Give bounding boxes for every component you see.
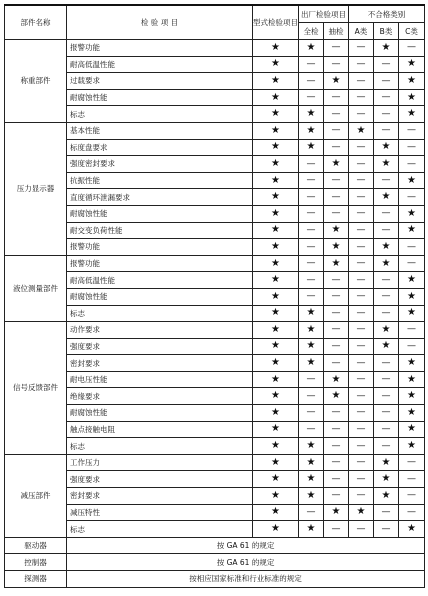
test-item-cell: 绝缘要求 xyxy=(67,388,253,405)
dash-mark-cell: — xyxy=(324,272,349,289)
table-row xyxy=(5,355,425,372)
dash-mark-cell: — xyxy=(324,56,349,73)
star-mark-cell: ★ xyxy=(253,189,299,206)
dash-mark-cell: — xyxy=(299,89,324,106)
dash-mark-cell: — xyxy=(374,288,399,305)
star-mark-cell: ★ xyxy=(324,388,349,405)
dash-mark-cell: — xyxy=(374,504,399,521)
dash-mark-cell: — xyxy=(349,322,374,339)
dash-mark-cell: — xyxy=(324,172,349,189)
table-row xyxy=(5,322,425,339)
dash-mark-cell: — xyxy=(324,305,349,322)
star-mark-cell: ★ xyxy=(253,172,299,189)
star-mark-cell: ★ xyxy=(374,454,399,471)
dash-mark-cell: — xyxy=(374,421,399,438)
star-mark-cell: ★ xyxy=(253,305,299,322)
dash-mark-cell: — xyxy=(349,156,374,173)
star-mark-cell: ★ xyxy=(299,338,324,355)
header-sample-test: 抽检 xyxy=(324,23,349,40)
dash-mark-cell: — xyxy=(349,222,374,239)
star-mark-cell: ★ xyxy=(253,272,299,289)
part-name-cell: 信号反馈部件 xyxy=(5,322,67,455)
dash-mark-cell: — xyxy=(299,388,324,405)
star-mark-cell: ★ xyxy=(399,371,425,388)
dash-mark-cell: — xyxy=(299,288,324,305)
test-item-cell: 耐腐蚀性能 xyxy=(67,405,253,422)
star-mark-cell: ★ xyxy=(253,338,299,355)
star-mark-cell: ★ xyxy=(324,371,349,388)
dash-mark-cell: — xyxy=(399,488,425,505)
dash-mark-cell: — xyxy=(349,139,374,156)
specification-cell: 按相应国家标准和行业标准的规定 xyxy=(67,571,425,588)
test-item-cell: 耐腐蚀性能 xyxy=(67,205,253,222)
component-name-cell: 控制器 xyxy=(5,554,67,571)
table-row xyxy=(5,571,425,588)
dash-mark-cell: — xyxy=(374,388,399,405)
star-mark-cell: ★ xyxy=(399,305,425,322)
table-body xyxy=(5,40,425,588)
star-mark-cell: ★ xyxy=(399,56,425,73)
dash-mark-cell: — xyxy=(349,288,374,305)
table-row xyxy=(5,554,425,571)
dash-mark-cell: — xyxy=(349,205,374,222)
part-name-cell: 称重部件 xyxy=(5,40,67,123)
star-mark-cell: ★ xyxy=(299,322,324,339)
test-item-cell: 标志 xyxy=(67,438,253,455)
dash-mark-cell: — xyxy=(399,40,425,57)
test-item-cell: 强度要求 xyxy=(67,338,253,355)
star-mark-cell: ★ xyxy=(253,438,299,455)
star-mark-cell: ★ xyxy=(299,305,324,322)
star-mark-cell: ★ xyxy=(374,338,399,355)
dash-mark-cell: — xyxy=(399,338,425,355)
table-row xyxy=(5,56,425,73)
star-mark-cell: ★ xyxy=(253,139,299,156)
table-row xyxy=(5,371,425,388)
test-item-cell: 耐腐蚀性能 xyxy=(67,288,253,305)
dash-mark-cell: — xyxy=(374,89,399,106)
star-mark-cell: ★ xyxy=(399,222,425,239)
star-mark-cell: ★ xyxy=(253,488,299,505)
dash-mark-cell: — xyxy=(299,272,324,289)
part-name-cell: 压力显示器 xyxy=(5,122,67,255)
dash-mark-cell: — xyxy=(374,438,399,455)
table-row xyxy=(5,255,425,272)
dash-mark-cell: — xyxy=(399,189,425,206)
table-row xyxy=(5,272,425,289)
dash-mark-cell: — xyxy=(349,305,374,322)
star-mark-cell: ★ xyxy=(253,205,299,222)
dash-mark-cell: — xyxy=(324,139,349,156)
dash-mark-cell: — xyxy=(299,239,324,256)
dash-mark-cell: — xyxy=(349,388,374,405)
dash-mark-cell: — xyxy=(324,521,349,538)
test-item-cell: 动作要求 xyxy=(67,322,253,339)
dash-mark-cell: — xyxy=(324,106,349,123)
star-mark-cell: ★ xyxy=(399,355,425,372)
dash-mark-cell: — xyxy=(399,239,425,256)
dash-mark-cell: — xyxy=(299,222,324,239)
dash-mark-cell: — xyxy=(299,504,324,521)
dash-mark-cell: — xyxy=(374,305,399,322)
star-mark-cell: ★ xyxy=(253,454,299,471)
star-mark-cell: ★ xyxy=(299,521,324,538)
dash-mark-cell: — xyxy=(349,56,374,73)
dash-mark-cell: — xyxy=(349,454,374,471)
table-row xyxy=(5,338,425,355)
dash-mark-cell: — xyxy=(324,122,349,139)
table-row xyxy=(5,239,425,256)
dash-mark-cell: — xyxy=(374,222,399,239)
dash-mark-cell: — xyxy=(324,355,349,372)
header-full-test: 全检 xyxy=(299,23,324,40)
table-row xyxy=(5,471,425,488)
test-item-cell: 密封要求 xyxy=(67,355,253,372)
dash-mark-cell: — xyxy=(349,172,374,189)
table-row xyxy=(5,189,425,206)
star-mark-cell: ★ xyxy=(299,355,324,372)
star-mark-cell: ★ xyxy=(253,471,299,488)
dash-mark-cell: — xyxy=(399,471,425,488)
table-row xyxy=(5,521,425,538)
header-test-items: 检 验 项 目 xyxy=(67,5,253,40)
table-row xyxy=(5,73,425,90)
star-mark-cell: ★ xyxy=(374,488,399,505)
dash-mark-cell: — xyxy=(374,73,399,90)
star-mark-cell: ★ xyxy=(253,73,299,90)
inspection-items-table xyxy=(4,4,425,588)
test-item-cell: 直度循环泄漏要求 xyxy=(67,189,253,206)
star-mark-cell: ★ xyxy=(299,488,324,505)
dash-mark-cell: — xyxy=(374,405,399,422)
star-mark-cell: ★ xyxy=(253,421,299,438)
star-mark-cell: ★ xyxy=(399,388,425,405)
dash-mark-cell: — xyxy=(374,205,399,222)
star-mark-cell: ★ xyxy=(253,156,299,173)
dash-mark-cell: — xyxy=(299,189,324,206)
dash-mark-cell: — xyxy=(324,288,349,305)
star-mark-cell: ★ xyxy=(253,106,299,123)
star-mark-cell: ★ xyxy=(399,172,425,189)
dash-mark-cell: — xyxy=(374,172,399,189)
test-item-cell: 耐交变负荷性能 xyxy=(67,222,253,239)
star-mark-cell: ★ xyxy=(253,405,299,422)
dash-mark-cell: — xyxy=(399,255,425,272)
component-name-cell: 探测器 xyxy=(5,571,67,588)
star-mark-cell: ★ xyxy=(399,405,425,422)
table-row xyxy=(5,139,425,156)
dash-mark-cell: — xyxy=(324,438,349,455)
star-mark-cell: ★ xyxy=(399,106,425,123)
table-row xyxy=(5,205,425,222)
dash-mark-cell: — xyxy=(324,454,349,471)
table-row xyxy=(5,305,425,322)
star-mark-cell: ★ xyxy=(253,388,299,405)
test-item-cell: 密封要求 xyxy=(67,488,253,505)
test-item-cell: 触点接触电阻 xyxy=(67,421,253,438)
dash-mark-cell: — xyxy=(299,73,324,90)
table-row xyxy=(5,106,425,123)
star-mark-cell: ★ xyxy=(399,205,425,222)
dash-mark-cell: — xyxy=(399,454,425,471)
part-name-cell: 液位测量部件 xyxy=(5,255,67,321)
dash-mark-cell: — xyxy=(349,421,374,438)
header-class-b: B类 xyxy=(374,23,399,40)
dash-mark-cell: — xyxy=(324,421,349,438)
star-mark-cell: ★ xyxy=(399,421,425,438)
test-item-cell: 标志 xyxy=(67,521,253,538)
table-row xyxy=(5,122,425,139)
header-type-test: 型式检验项目 xyxy=(253,5,299,40)
dash-mark-cell: — xyxy=(374,521,399,538)
star-mark-cell: ★ xyxy=(253,322,299,339)
test-item-cell: 耐高低温性能 xyxy=(67,56,253,73)
test-item-cell: 报警功能 xyxy=(67,255,253,272)
star-mark-cell: ★ xyxy=(299,122,324,139)
specification-cell: 按 GA 61 的规定 xyxy=(67,537,425,554)
star-mark-cell: ★ xyxy=(374,322,399,339)
table-row xyxy=(5,537,425,554)
dash-mark-cell: — xyxy=(349,371,374,388)
star-mark-cell: ★ xyxy=(324,504,349,521)
star-mark-cell: ★ xyxy=(253,222,299,239)
star-mark-cell: ★ xyxy=(399,73,425,90)
specification-cell: 按 GA 61 的规定 xyxy=(67,554,425,571)
table-row xyxy=(5,172,425,189)
header-factory-test: 出厂检验项目 xyxy=(299,5,349,23)
table-row xyxy=(5,40,425,57)
dash-mark-cell: — xyxy=(349,189,374,206)
dash-mark-cell: — xyxy=(349,521,374,538)
table-row xyxy=(5,405,425,422)
dash-mark-cell: — xyxy=(374,56,399,73)
star-mark-cell: ★ xyxy=(324,156,349,173)
star-mark-cell: ★ xyxy=(253,56,299,73)
dash-mark-cell: — xyxy=(299,56,324,73)
test-item-cell: 标度盘要求 xyxy=(67,139,253,156)
dash-mark-cell: — xyxy=(349,471,374,488)
star-mark-cell: ★ xyxy=(374,40,399,57)
star-mark-cell: ★ xyxy=(253,40,299,57)
header-class-c: C类 xyxy=(399,23,425,40)
star-mark-cell: ★ xyxy=(374,239,399,256)
dash-mark-cell: — xyxy=(299,172,324,189)
star-mark-cell: ★ xyxy=(399,272,425,289)
star-mark-cell: ★ xyxy=(374,156,399,173)
star-mark-cell: ★ xyxy=(349,122,374,139)
star-mark-cell: ★ xyxy=(253,288,299,305)
table-row xyxy=(5,288,425,305)
star-mark-cell: ★ xyxy=(324,222,349,239)
test-item-cell: 报警功能 xyxy=(67,239,253,256)
dash-mark-cell: — xyxy=(324,471,349,488)
star-mark-cell: ★ xyxy=(374,139,399,156)
dash-mark-cell: — xyxy=(324,405,349,422)
dash-mark-cell: — xyxy=(324,322,349,339)
dash-mark-cell: — xyxy=(399,322,425,339)
table-row xyxy=(5,488,425,505)
star-mark-cell: ★ xyxy=(253,371,299,388)
star-mark-cell: ★ xyxy=(399,89,425,106)
dash-mark-cell: — xyxy=(399,156,425,173)
dash-mark-cell: — xyxy=(299,205,324,222)
star-mark-cell: ★ xyxy=(253,239,299,256)
dash-mark-cell: — xyxy=(399,122,425,139)
star-mark-cell: ★ xyxy=(324,255,349,272)
test-item-cell: 耐高低温性能 xyxy=(67,272,253,289)
dash-mark-cell: — xyxy=(349,239,374,256)
dash-mark-cell: — xyxy=(324,488,349,505)
test-item-cell: 强度密封要求 xyxy=(67,156,253,173)
star-mark-cell: ★ xyxy=(299,106,324,123)
star-mark-cell: ★ xyxy=(253,521,299,538)
dash-mark-cell: — xyxy=(349,338,374,355)
star-mark-cell: ★ xyxy=(324,73,349,90)
dash-mark-cell: — xyxy=(374,272,399,289)
test-item-cell: 报警功能 xyxy=(67,40,253,57)
dash-mark-cell: — xyxy=(324,40,349,57)
dash-mark-cell: — xyxy=(299,156,324,173)
dash-mark-cell: — xyxy=(349,272,374,289)
dash-mark-cell: — xyxy=(399,504,425,521)
dash-mark-cell: — xyxy=(324,338,349,355)
table-row xyxy=(5,388,425,405)
dash-mark-cell: — xyxy=(349,89,374,106)
table-row xyxy=(5,504,425,521)
dash-mark-cell: — xyxy=(349,255,374,272)
dash-mark-cell: — xyxy=(349,73,374,90)
dash-mark-cell: — xyxy=(349,106,374,123)
star-mark-cell: ★ xyxy=(253,355,299,372)
star-mark-cell: ★ xyxy=(253,122,299,139)
star-mark-cell: ★ xyxy=(299,40,324,57)
star-mark-cell: ★ xyxy=(399,521,425,538)
table-row xyxy=(5,89,425,106)
test-item-cell: 减压特性 xyxy=(67,504,253,521)
dash-mark-cell: — xyxy=(349,40,374,57)
dash-mark-cell: — xyxy=(299,371,324,388)
dash-mark-cell: — xyxy=(374,122,399,139)
dash-mark-cell: — xyxy=(324,189,349,206)
header-nonconformity: 不合格类别 xyxy=(349,5,425,23)
dash-mark-cell: — xyxy=(349,488,374,505)
test-item-cell: 抗振性能 xyxy=(67,172,253,189)
star-mark-cell: ★ xyxy=(399,288,425,305)
header-part-name: 部件名称 xyxy=(5,5,67,40)
dash-mark-cell: — xyxy=(299,421,324,438)
test-item-cell: 耐腐蚀性能 xyxy=(67,89,253,106)
dash-mark-cell: — xyxy=(349,405,374,422)
part-name-cell: 减压部件 xyxy=(5,454,67,537)
test-item-cell: 强度要求 xyxy=(67,471,253,488)
dash-mark-cell: — xyxy=(374,371,399,388)
dash-mark-cell: — xyxy=(299,255,324,272)
test-item-cell: 标志 xyxy=(67,106,253,123)
star-mark-cell: ★ xyxy=(299,438,324,455)
table-row xyxy=(5,222,425,239)
table-row xyxy=(5,156,425,173)
star-mark-cell: ★ xyxy=(399,438,425,455)
header-class-a: A类 xyxy=(349,23,374,40)
test-item-cell: 耐电压性能 xyxy=(67,371,253,388)
test-item-cell: 基本性能 xyxy=(67,122,253,139)
star-mark-cell: ★ xyxy=(324,239,349,256)
test-item-cell: 过载要求 xyxy=(67,73,253,90)
dash-mark-cell: — xyxy=(374,106,399,123)
component-name-cell: 驱动器 xyxy=(5,537,67,554)
star-mark-cell: ★ xyxy=(253,255,299,272)
star-mark-cell: ★ xyxy=(299,454,324,471)
table-row xyxy=(5,454,425,471)
star-mark-cell: ★ xyxy=(349,504,374,521)
table-row xyxy=(5,438,425,455)
test-item-cell: 工作压力 xyxy=(67,454,253,471)
dash-mark-cell: — xyxy=(324,89,349,106)
star-mark-cell: ★ xyxy=(253,89,299,106)
test-item-cell: 标志 xyxy=(67,305,253,322)
star-mark-cell: ★ xyxy=(374,189,399,206)
dash-mark-cell: — xyxy=(349,355,374,372)
star-mark-cell: ★ xyxy=(374,471,399,488)
inspection-table-container xyxy=(4,4,424,588)
star-mark-cell: ★ xyxy=(299,139,324,156)
dash-mark-cell: — xyxy=(299,405,324,422)
dash-mark-cell: — xyxy=(399,139,425,156)
star-mark-cell: ★ xyxy=(374,255,399,272)
star-mark-cell: ★ xyxy=(253,504,299,521)
table-row xyxy=(5,421,425,438)
dash-mark-cell: — xyxy=(374,355,399,372)
star-mark-cell: ★ xyxy=(299,471,324,488)
dash-mark-cell: — xyxy=(324,205,349,222)
dash-mark-cell: — xyxy=(349,438,374,455)
